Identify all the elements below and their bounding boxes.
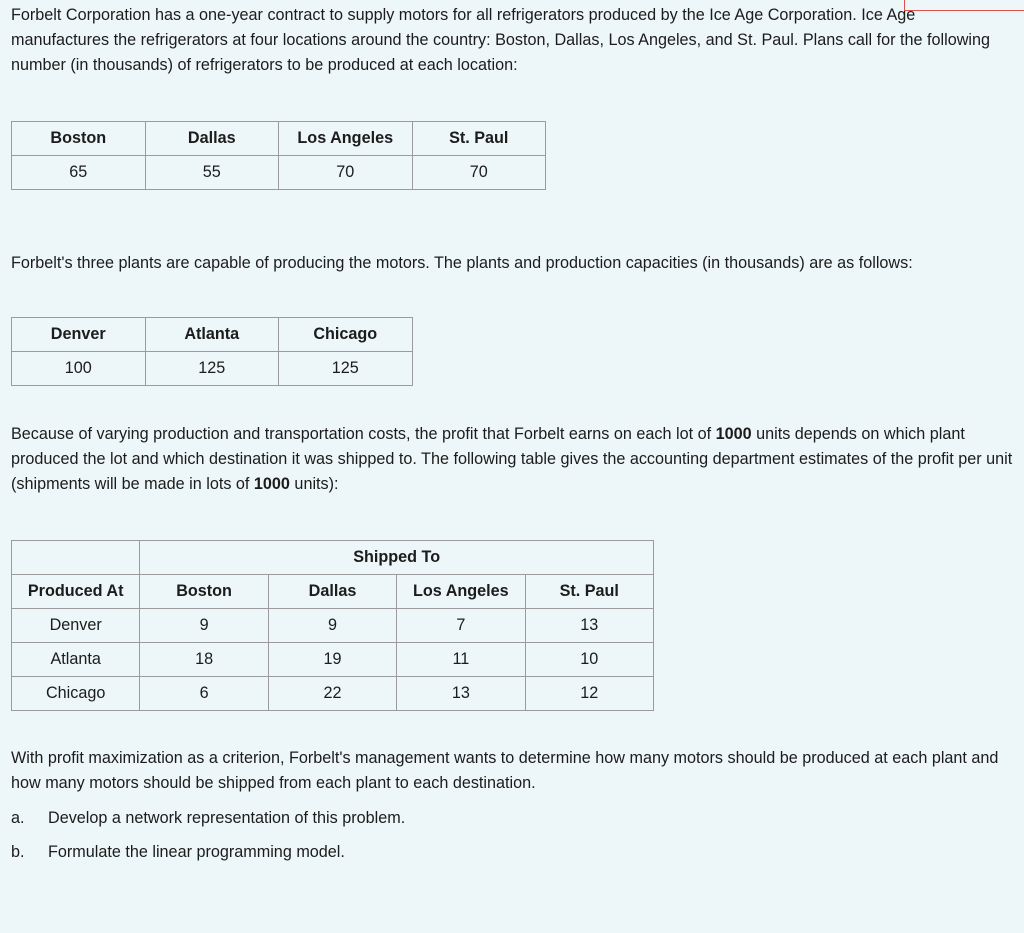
profit-cell: 12 <box>525 677 653 711</box>
profit-row-atlanta <box>12 643 654 677</box>
question-marker: a. <box>11 809 25 827</box>
profit-cell: 9 <box>140 609 268 643</box>
lot-size-bold: 1000 <box>715 425 752 443</box>
question-text: Develop a network representation of this problem. <box>48 809 406 827</box>
profit-cell: 13 <box>525 609 653 643</box>
plant-cell: Denver <box>12 609 140 643</box>
profit-cell: 7 <box>397 609 525 643</box>
demand-header-cell: Boston <box>12 122 146 156</box>
profit-cell: 22 <box>268 677 396 711</box>
destination-header: Boston <box>140 575 268 609</box>
plants-paragraph: Forbelt's three plants are capable of producing the motors. The plants and production capacities (in thousands) are as follows: <box>11 254 913 272</box>
profit-cell: 19 <box>268 643 396 677</box>
profit-row-denver <box>12 609 654 643</box>
capacity-value-row <box>12 352 413 386</box>
lot-size-bold: 1000 <box>253 475 290 493</box>
destination-header: Los Angeles <box>397 575 525 609</box>
profit-cell: 10 <box>525 643 653 677</box>
capacity-value-cell: 125 <box>145 352 279 386</box>
demand-value-cell: 70 <box>412 156 546 190</box>
demand-value-row <box>12 156 546 190</box>
destination-header: St. Paul <box>525 575 653 609</box>
question-marker: b. <box>11 843 25 861</box>
profit-paragraph <box>11 422 1015 497</box>
capacity-header-row <box>12 318 413 352</box>
profit-text-part: units depends on which plant produced the lot and which destination it was shipped to. The following table gives the accounting department estimates of the profit per unit (shipments will be made in lots of <box>11 425 1013 493</box>
destination-header: Dallas <box>268 575 396 609</box>
profit-row-chicago <box>12 677 654 711</box>
demand-value-cell: 55 <box>145 156 279 190</box>
intro-paragraph: Forbelt Corporation has a one-year contract to supply motors for all refrigerators produced by the Ice Age Corporation. Ice Age manufactures the refrigerators at four locations around the country: Boston, Dallas, Los Angeles, and St. Paul. Plans call for the following number (in thousands) of refrigerators to be produced at each location: <box>11 6 990 74</box>
profit-cell: 13 <box>397 677 525 711</box>
profit-table <box>11 540 654 711</box>
profit-cell: 11 <box>397 643 525 677</box>
profit-text-part: units): <box>289 475 339 493</box>
capacity-header-cell: Denver <box>12 318 146 352</box>
profit-text-part: Because of varying production and transportation costs, the profit that Forbelt earns on each lot of <box>11 425 716 443</box>
capacity-table <box>11 317 413 386</box>
question-item <box>11 806 405 831</box>
produced-at-header: Produced At <box>12 575 140 609</box>
profit-cell: 18 <box>140 643 268 677</box>
profit-header-row <box>12 575 654 609</box>
plant-cell: Chicago <box>12 677 140 711</box>
shipped-to-header: Shipped To <box>140 541 654 575</box>
demand-header-cell: Dallas <box>145 122 279 156</box>
question-item <box>11 840 345 865</box>
demand-header-cell: Los Angeles <box>279 122 413 156</box>
question-text: Formulate the linear programming model. <box>48 843 345 861</box>
capacity-header-cell: Atlanta <box>145 318 279 352</box>
demand-header-cell: St. Paul <box>412 122 546 156</box>
capacity-value-cell: 100 <box>12 352 146 386</box>
profit-title-row <box>12 541 654 575</box>
demand-value-cell: 70 <box>279 156 413 190</box>
profit-cell: 6 <box>140 677 268 711</box>
demand-value-cell: 65 <box>12 156 146 190</box>
demand-header-row <box>12 122 546 156</box>
capacity-value-cell: 125 <box>279 352 413 386</box>
capacity-header-cell: Chicago <box>279 318 413 352</box>
profit-corner-cell <box>12 541 140 575</box>
demand-table <box>11 121 546 190</box>
profit-cell: 9 <box>268 609 396 643</box>
closing-paragraph: With profit maximization as a criterion, Forbelt's management wants to determine how many motors should be produced at each plant and how many motors should be shipped from each plant to each destination. <box>11 749 999 792</box>
plant-cell: Atlanta <box>12 643 140 677</box>
